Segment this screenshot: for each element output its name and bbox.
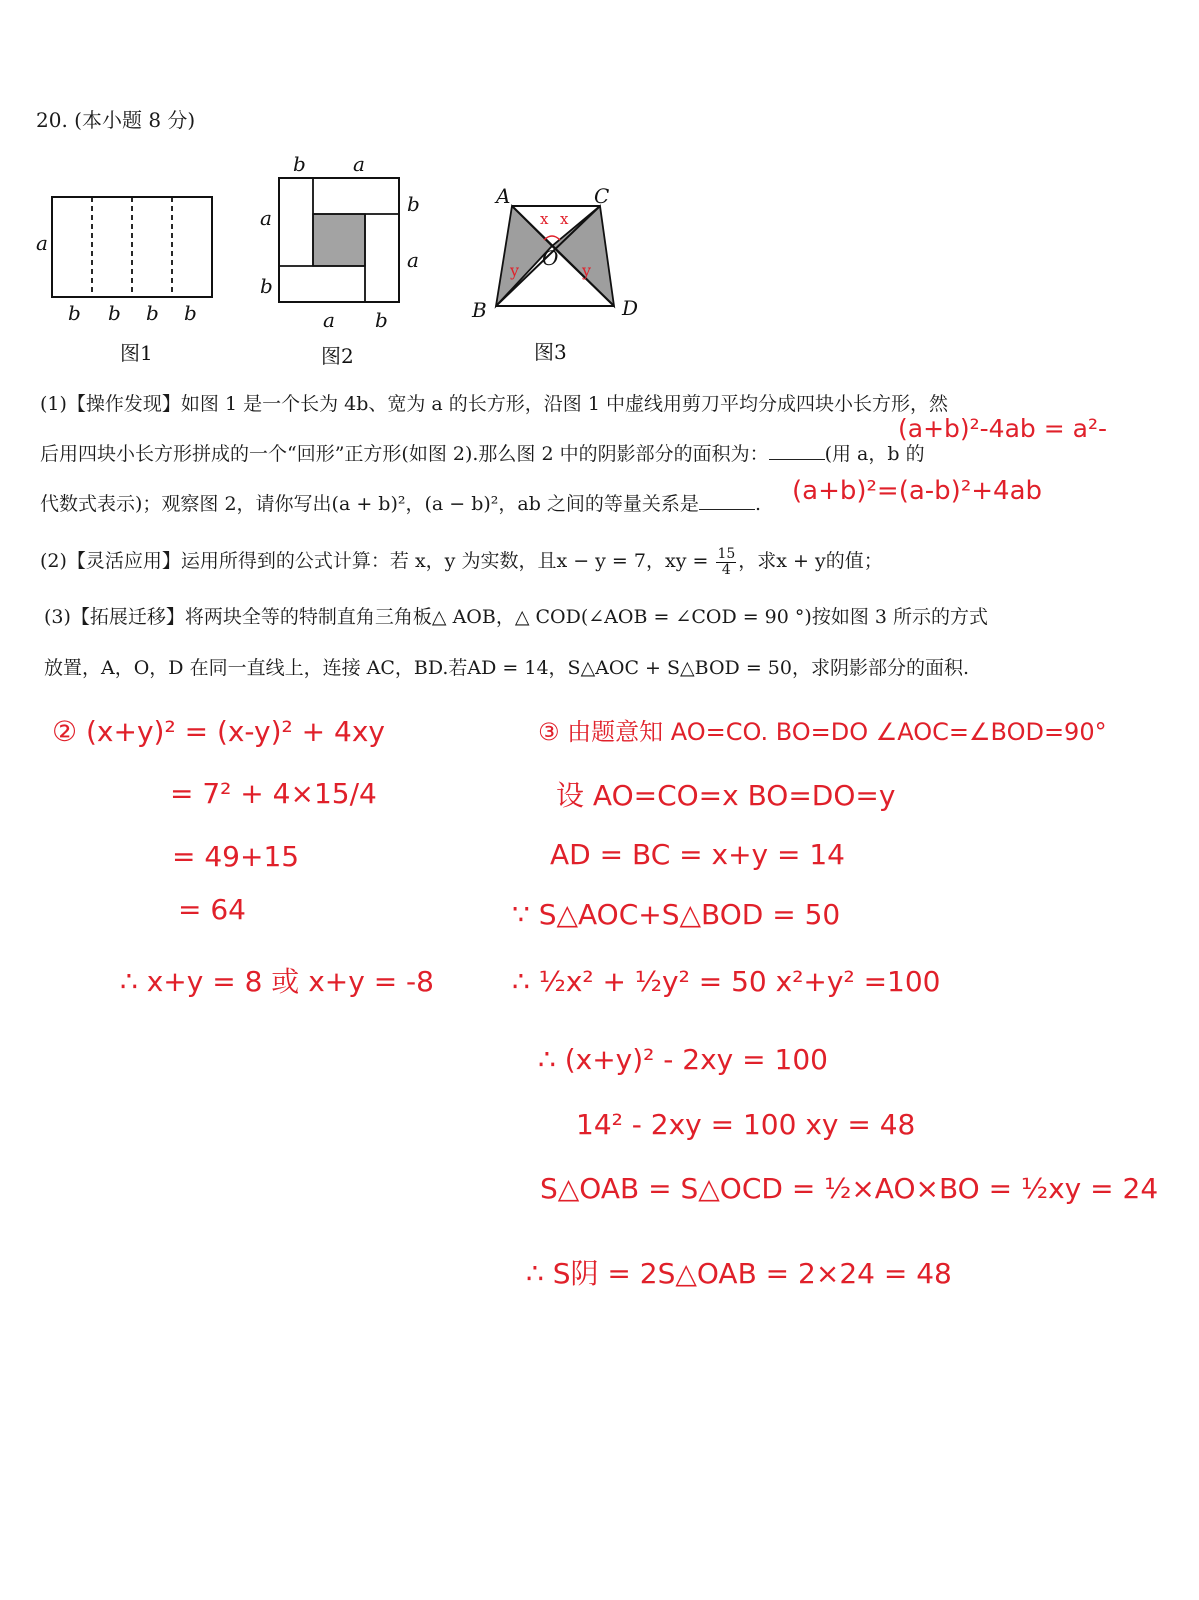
fig3-point-a: A — [496, 184, 511, 208]
fig2-left-label: b — [260, 274, 273, 298]
problem-1-line-2 — [40, 441, 925, 466]
problem-2-tail: ，求x + y的值； — [738, 550, 883, 573]
figure-1-drawing — [30, 185, 230, 305]
fig3-caption: 图3 — [534, 340, 567, 364]
fig2-bottom-label: b — [375, 308, 388, 332]
fig3-hand-mark: x — [540, 210, 549, 228]
handwritten-part3-line: ③ 由题意知 AO=CO. BO=DO ∠AOC=∠BOD=90° — [538, 718, 1107, 746]
fig1-bottom-label: b — [108, 301, 121, 325]
figure-2-drawing — [255, 150, 430, 310]
fig3-point-d: D — [622, 296, 639, 320]
handwritten-part2-line: = 7² + 4×15/4 — [170, 777, 377, 810]
problem-1-line-2-tail: (用 a，b 的 — [824, 443, 925, 465]
handwritten-blank-2: (a+b)²=(a-b)²+4ab — [792, 476, 1043, 506]
fig3-point-c: C — [594, 184, 610, 208]
fig2-top-label: b — [293, 152, 306, 176]
figure-2 — [255, 150, 430, 375]
fig2-bottom-label: a — [323, 308, 335, 332]
problem-1-line-2-text: 后用四块小长方形拼成的一个“回形”正方形(如图 2).那么图 2 中的阴影部分的面积为： — [40, 443, 769, 465]
problem-2 — [40, 547, 883, 577]
handwritten-part3-line: ∴ S阴 = 2S△OAB = 2×24 = 48 — [526, 1257, 952, 1290]
fig2-right-label: a — [407, 248, 419, 272]
problem-1-line-1: (1)【操作发现】如图 1 是一个长为 4b、宽为 a 的长方形，沿图 1 中虚线用剪刀平均分成四块小长方形，然 — [40, 393, 948, 415]
figure-1 — [30, 185, 230, 375]
handwritten-part2-line: ② (x+y)² = (x-y)² + 4xy — [52, 715, 385, 748]
fig3-point-o: O — [542, 246, 559, 270]
fig1-bottom-label: b — [184, 301, 197, 325]
fig3-hand-mark: y — [510, 261, 520, 280]
handwritten-part3-line: ∴ (x+y)² - 2xy = 100 — [538, 1043, 828, 1076]
handwritten-part3-line: 设 AO=CO=x BO=DO=y — [556, 779, 896, 812]
problem-1-line-3-tail: . — [754, 493, 761, 515]
handwritten-part3-line: ∵ S△AOC+S△BOD = 50 — [512, 898, 841, 931]
problem-1-line-3-text: 代数式表示)；观察图 2，请你写出(a + b)²，(a − b)²，ab 之间的等量关系是 — [40, 493, 699, 515]
handwritten-blank-1: (a+b)²-4ab = a²- — [898, 414, 1107, 443]
answer-blank-1 — [769, 441, 825, 460]
problem-2-fraction — [716, 547, 736, 577]
handwritten-part2-line: = 49+15 — [172, 840, 300, 873]
fig1-side-label: a — [36, 231, 48, 255]
problem-3-line-1: (3)【拓展迁移】将两块全等的特制直角三角板△ AOB，△ COD(∠AOB = ∠COD = 90 °)按如图 3 所示的方式 — [44, 606, 988, 628]
handwritten-part3-line: ∴ ½x² + ½y² = 50 x²+y² =100 — [512, 965, 941, 998]
fig3-point-b: B — [472, 298, 487, 322]
fig2-left-label: a — [260, 206, 272, 230]
figure-3 — [468, 180, 658, 375]
problem-2-text: (2)【灵活应用】运用所得到的公式计算：若 x，y 为实数，且x − y = 7，xy = — [40, 550, 709, 573]
handwritten-part3-line: S△OAB = S△OCD = ½×AO×BO = ½xy = 24 — [540, 1172, 1159, 1205]
fig2-caption: 图2 — [321, 344, 354, 368]
fig2-right-label: b — [407, 192, 420, 216]
handwritten-part3-line: 14² - 2xy = 100 xy = 48 — [576, 1108, 916, 1141]
fig1-bottom-label: b — [146, 301, 159, 325]
fig2-top-label: a — [353, 152, 365, 176]
answer-blank-2 — [699, 491, 755, 510]
fig3-hand-mark: y — [582, 261, 592, 280]
handwritten-part3-line: AD = BC = x+y = 14 — [550, 838, 845, 871]
fig1-bottom-label: b — [68, 301, 81, 325]
fraction-denominator: 4 — [721, 561, 731, 578]
fig1-caption: 图1 — [120, 341, 153, 365]
handwritten-part2-line: ∴ x+y = 8 或 x+y = -8 — [120, 965, 434, 998]
fig3-hand-mark: x — [560, 210, 569, 228]
problem-1-line-3 — [40, 491, 761, 516]
fraction-numerator: 15 — [717, 546, 736, 562]
handwritten-part2-line: = 64 — [178, 893, 246, 926]
question-header: 20. (本小题 8 分) — [36, 108, 196, 132]
problem-3-line-2: 放置，A，O，D 在同一直线上，连接 AC，BD.若AD = 14，S△AOC + S△BOD = 50，求阴影部分的面积. — [44, 657, 969, 679]
